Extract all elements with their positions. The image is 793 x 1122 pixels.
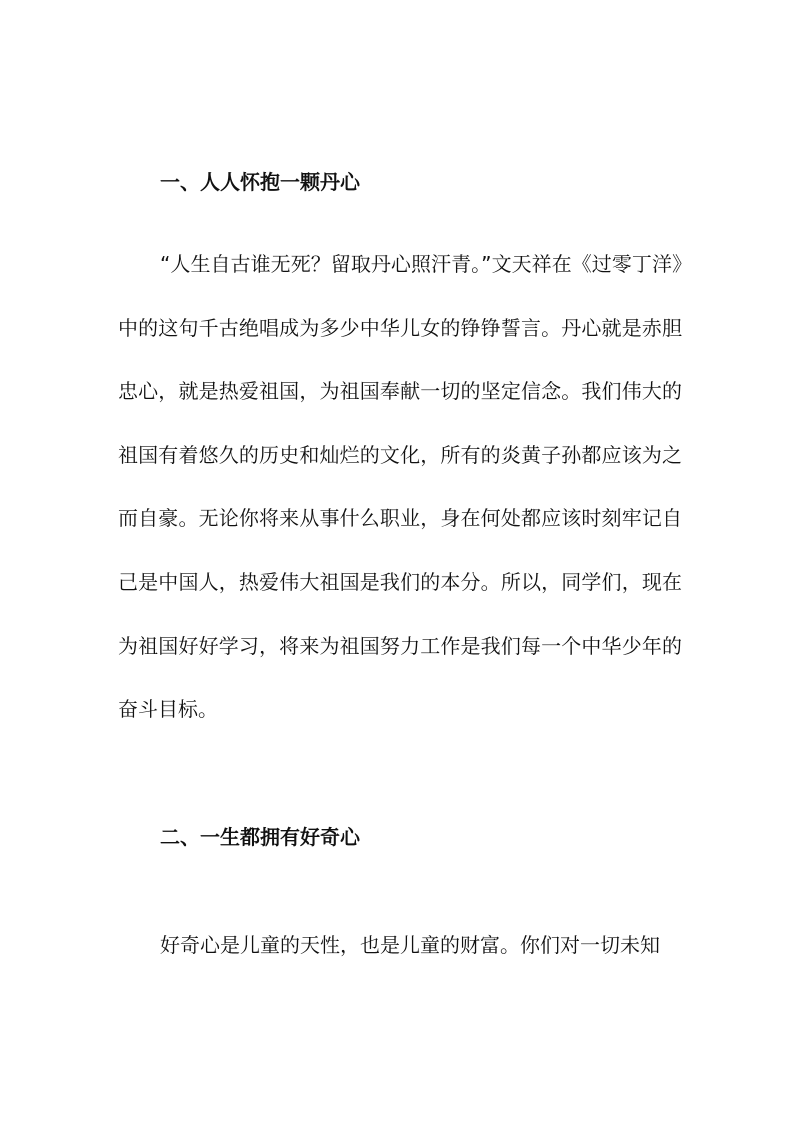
section-paragraph-2: 好奇心是儿童的天性，也是儿童的财富。你们对一切未知 — [160, 933, 660, 957]
section-heading-2: 二、一生都拥有好奇心 — [160, 825, 360, 849]
section-paragraph-1: “人生自古谁无死？留取丹心照汗青。”文天祥在《过零丁洋》中的这句千古绝唱成为多少中华儿女的铮铮誓言。丹心就是赤胆忠心，就是热爱祖国，为祖国奉献一切的坚定信念。我们伟大的祖国有着悠久的历史和灿烂的文化，所有的炎黄子孙都应该为之而自豪。无论你将来从事什么职业，身在何处都应该时刻牢记自己是中国人，热爱伟大祖国是我们的本分。所以，同学们，现在为祖国好好学习，将来为祖国努力工作是我们每一个中华少年的奋斗目标。 — [118, 252, 682, 722]
section-heading-1: 一、人人怀抱一颗丹心 — [160, 170, 360, 194]
